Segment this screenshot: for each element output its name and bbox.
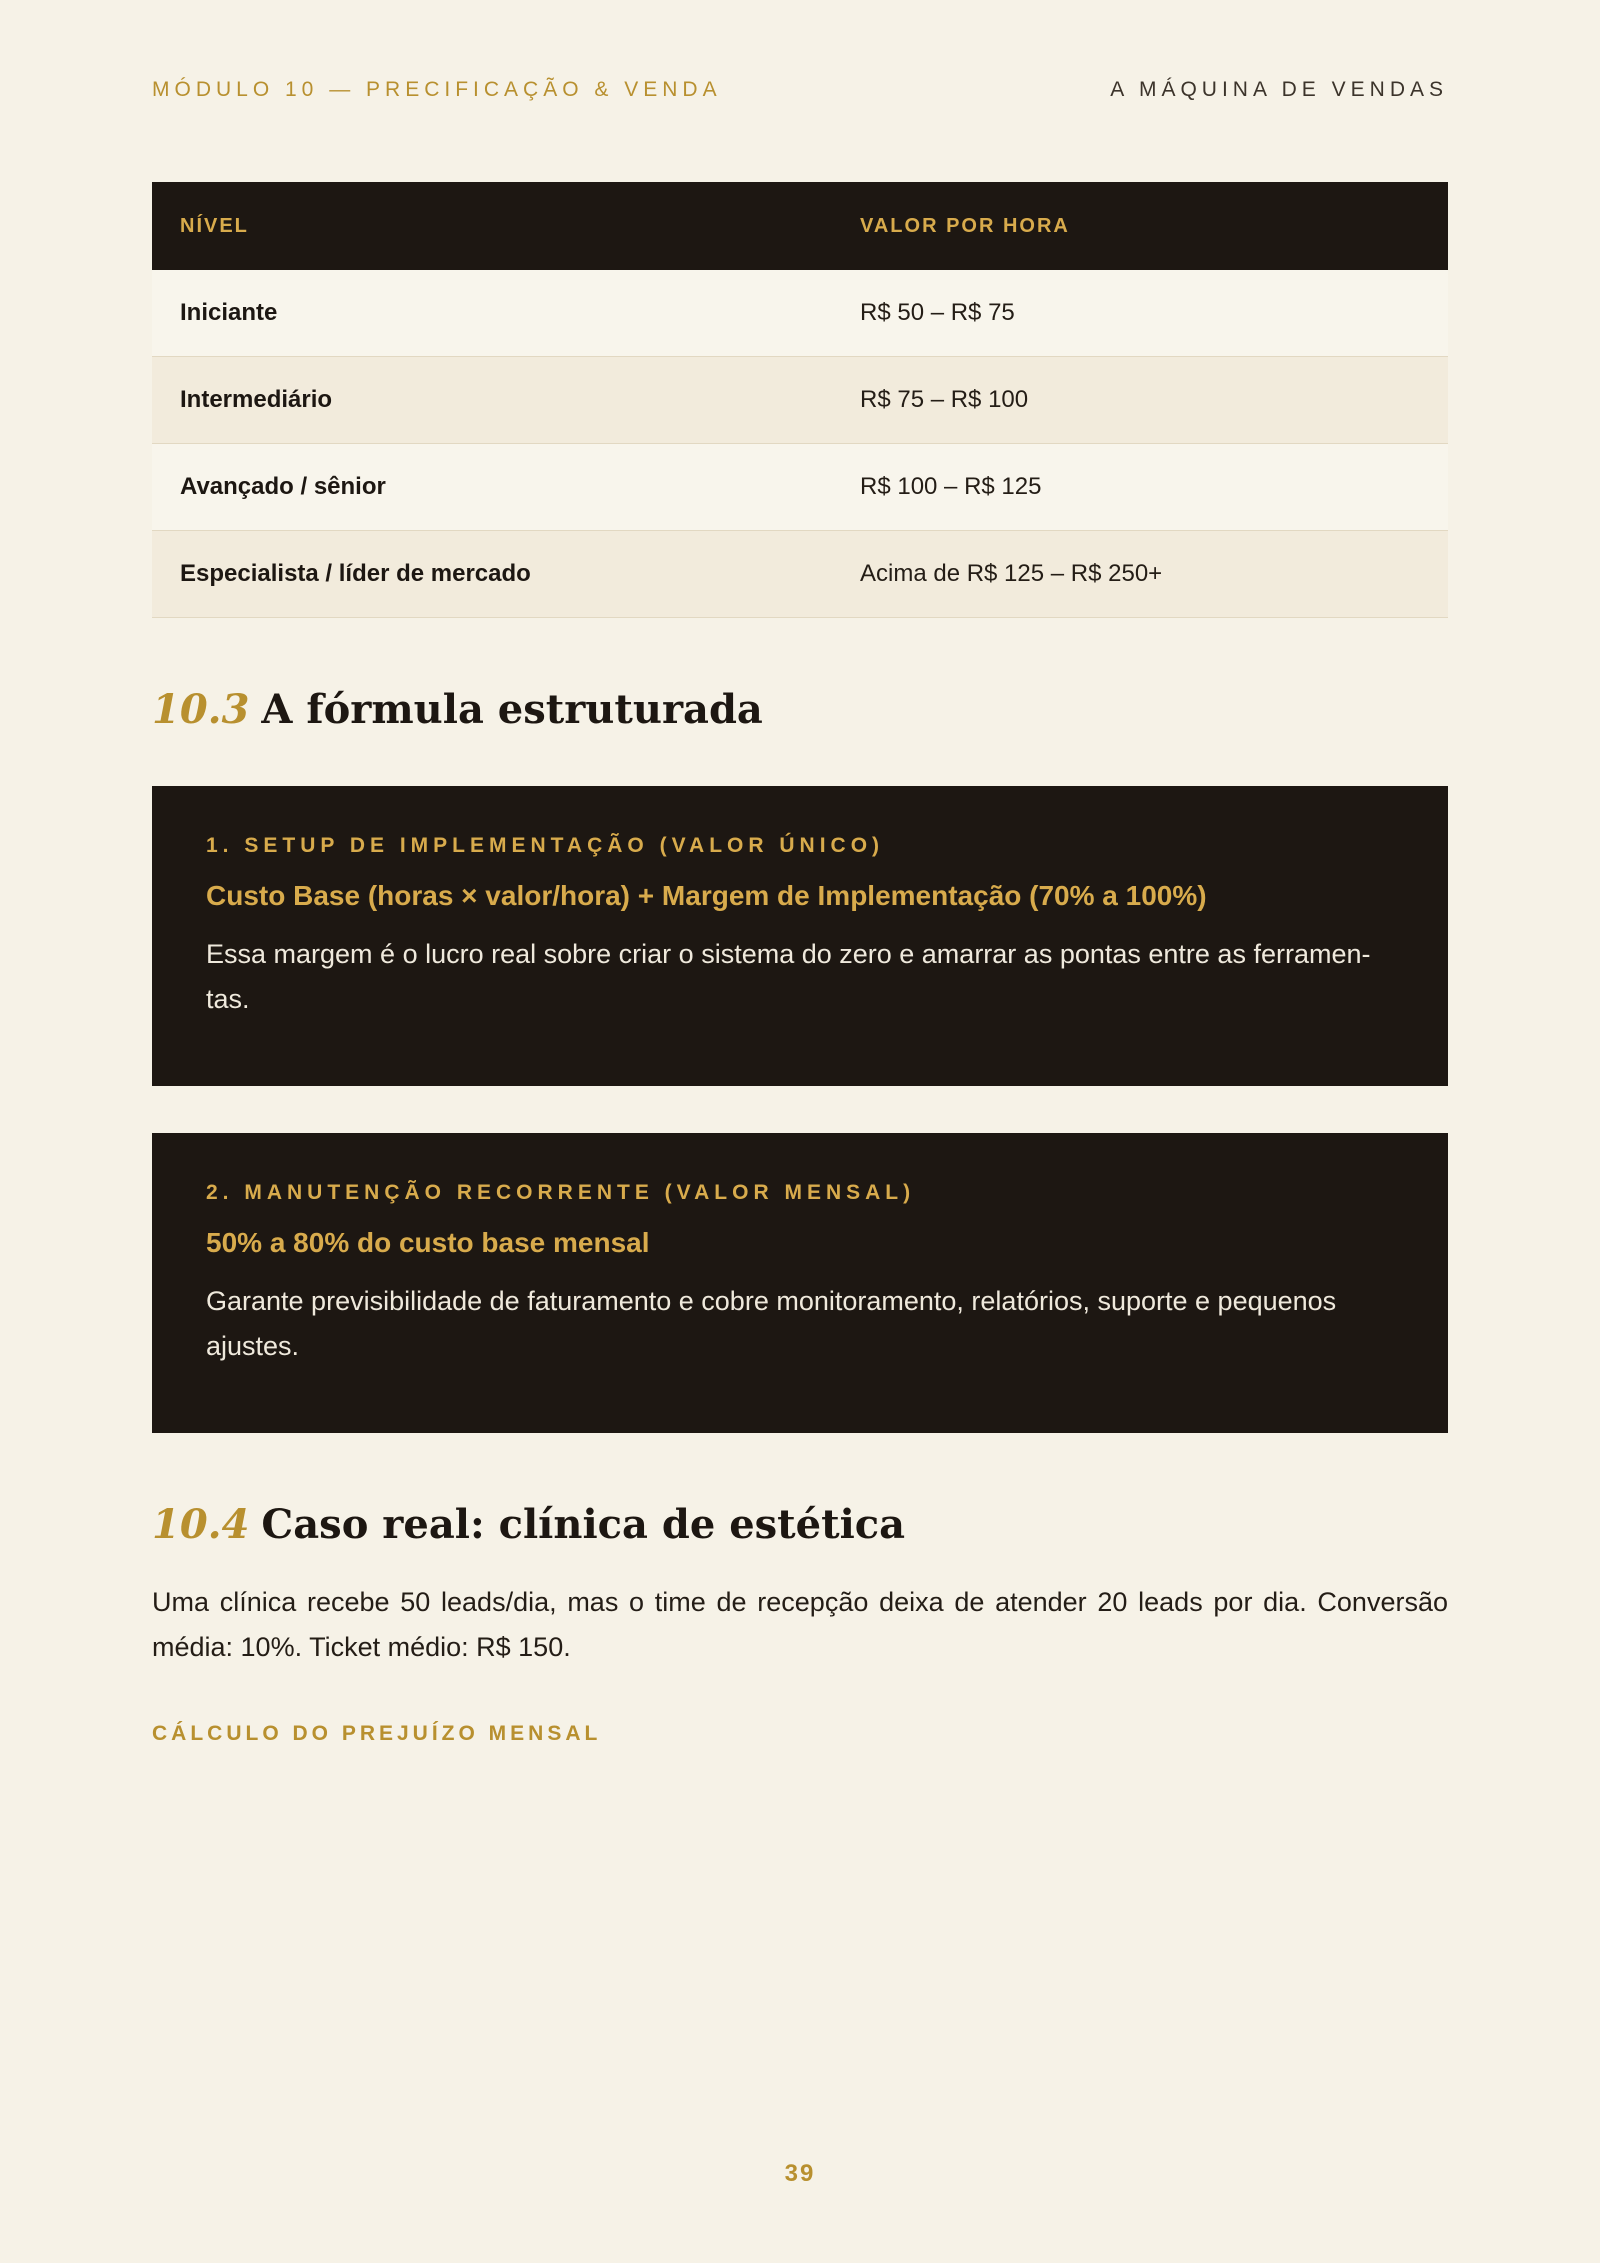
level-cell: Especialista / líder de mercado <box>152 531 844 618</box>
table-row <box>152 357 1448 444</box>
level-cell: Avançado / sênior <box>152 444 844 531</box>
box-kicker: 1. SETUP DE IMPLEMENTAÇÃO (VALOR ÚNICO) <box>206 834 885 857</box>
maintenance-formula-box <box>152 1133 1448 1433</box>
box-description: Essa margem é o lucro real sobre criar o sistema do zero e amarrar as pontas entre as ferramen-tas. <box>206 939 1371 1014</box>
page-number: 39 <box>784 2160 816 2187</box>
rate-cell: Acima de R$ 125 – R$ 250+ <box>844 531 1448 618</box>
module-label: MÓDULO 10 — PRECIFICAÇÃO & VENDA <box>152 78 722 101</box>
column-header-rate: VALOR POR HORA <box>844 182 1448 270</box>
section-number: 10.3 <box>152 686 250 733</box>
table-row <box>152 444 1448 531</box>
rate-cell: R$ 50 – R$ 75 <box>844 270 1448 357</box>
rate-cell: R$ 75 – R$ 100 <box>844 357 1448 444</box>
loss-calculation-heading: CÁLCULO DO PREJUÍZO MENSAL <box>152 1722 602 1745</box>
hourly-rate-table <box>152 182 1448 618</box>
case-description: Uma clínica recebe 50 leads/dia, mas o time de recepção deixa de atender 20 leads por dia. Conversão média: 10%. Ticket médio: R$ 150. <box>152 1587 1448 1662</box>
box-description: Garante previsibilidade de faturamento e cobre monitoramento, relatórios, suporte e pequenos ajustes. <box>206 1286 1337 1361</box>
level-cell: Intermediário <box>152 357 844 444</box>
section-title: Caso real: clínica de estética <box>261 1501 906 1548</box>
table-row <box>152 270 1448 357</box>
box-kicker: 2. MANUTENÇÃO RECORRENTE (VALOR MENSAL) <box>206 1181 916 1204</box>
document-page <box>152 0 1448 2263</box>
rate-cell: R$ 100 – R$ 125 <box>844 444 1448 531</box>
box-formula: Custo Base (horas × valor/hora) + Margem de Implementação (70% a 100%) <box>206 880 1207 911</box>
section-heading-10-4 <box>152 1501 905 1548</box>
section-title: A fórmula estruturada <box>261 686 763 733</box>
section-heading-10-3 <box>152 686 763 733</box>
table-row <box>152 531 1448 618</box>
book-title: A MÁQUINA DE VENDAS <box>1110 78 1448 101</box>
table-header-row <box>152 182 1448 270</box>
column-header-level: NÍVEL <box>152 182 844 270</box>
setup-formula-box <box>152 786 1448 1086</box>
level-cell: Iniciante <box>152 270 844 357</box>
running-header <box>152 78 1448 102</box>
box-formula: 50% a 80% do custo base mensal <box>206 1227 650 1258</box>
section-number: 10.4 <box>152 1501 250 1548</box>
